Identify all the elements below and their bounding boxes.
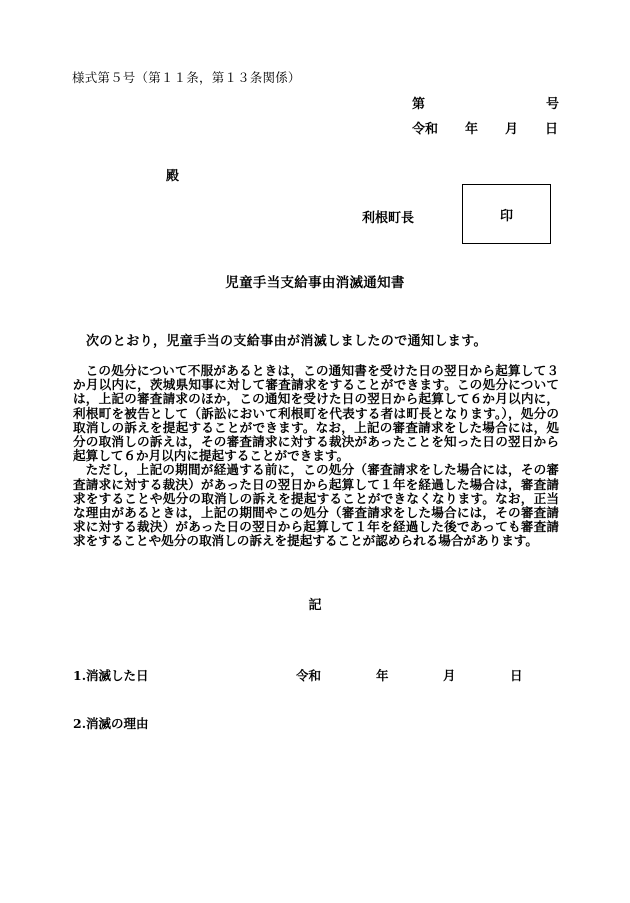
- issue-date-era: 令和: [412, 122, 439, 137]
- appeal-notice-paragraph: ただし，上記の期間が経過する前に，この処分（審査請求をした場合には，その審査請求に対する裁決）があった日の翌日から起算して１年を経過した場合は，審査請求をすることや処分の取消しの訴えを提起することができなくなります。なお，正当な理由があるときは，上記の期間やこの処分（審査請求をした場合には，その審査請求に対する裁決）があった日の翌日から起算して１年を経過した後であっても審査請求をすることや処分の取消しの訴えを提起することが認められる場合があります。: [73, 462, 559, 549]
- extinguished-date-day: 日: [510, 668, 523, 683]
- extinguished-date-era: 令和: [296, 668, 322, 683]
- intro-text: 次のとおり，児童手当の支給事由が消滅しましたので通知します。: [86, 334, 487, 349]
- seal-box: [462, 184, 551, 244]
- issue-date-year: 年: [465, 122, 479, 137]
- appeal-notice: [73, 364, 559, 549]
- extinguished-date-month: 月: [443, 668, 456, 683]
- document-number-label: 第: [412, 97, 426, 112]
- document-number-suffix: 号: [546, 97, 560, 112]
- reason-label: 2.消滅の理由: [73, 716, 149, 731]
- issue-date-day: 日: [545, 122, 559, 137]
- addressee-honorific: 殿: [166, 169, 180, 184]
- extinguished-date-label: 1.消滅した日: [73, 668, 149, 683]
- seal-label: 印: [499, 208, 513, 224]
- form-number: 様式第５号（第１１条，第１３条関係）: [72, 70, 301, 85]
- extinguished-date-year: 年: [376, 668, 389, 683]
- issue-date-month: 月: [505, 122, 519, 137]
- appeal-notice-paragraph: この処分について不服があるときは，この通知書を受けた日の翌日から起算して３か月以内に，茨城県知事に対して審査請求をすることができます。この処分については，上記の審査請求のほか，この通知を受けた日の翌日から起算して６か月以内に，利根町を被告として（訴訟において利根町を代表する者は町長となります。），処分の取消しの訴えを提起することができます。なお，上記の審査請求をした場合には，処分の取消しの訴えは，その審査請求に対する裁決があったことを知った日の翌日から起算して６か月以内に提起することができます。: [73, 363, 559, 464]
- issuer-title: 利根町長: [362, 211, 415, 226]
- ki-heading: 記: [308, 598, 322, 613]
- document-title: 児童手当支給事由消滅通知書: [225, 275, 405, 291]
